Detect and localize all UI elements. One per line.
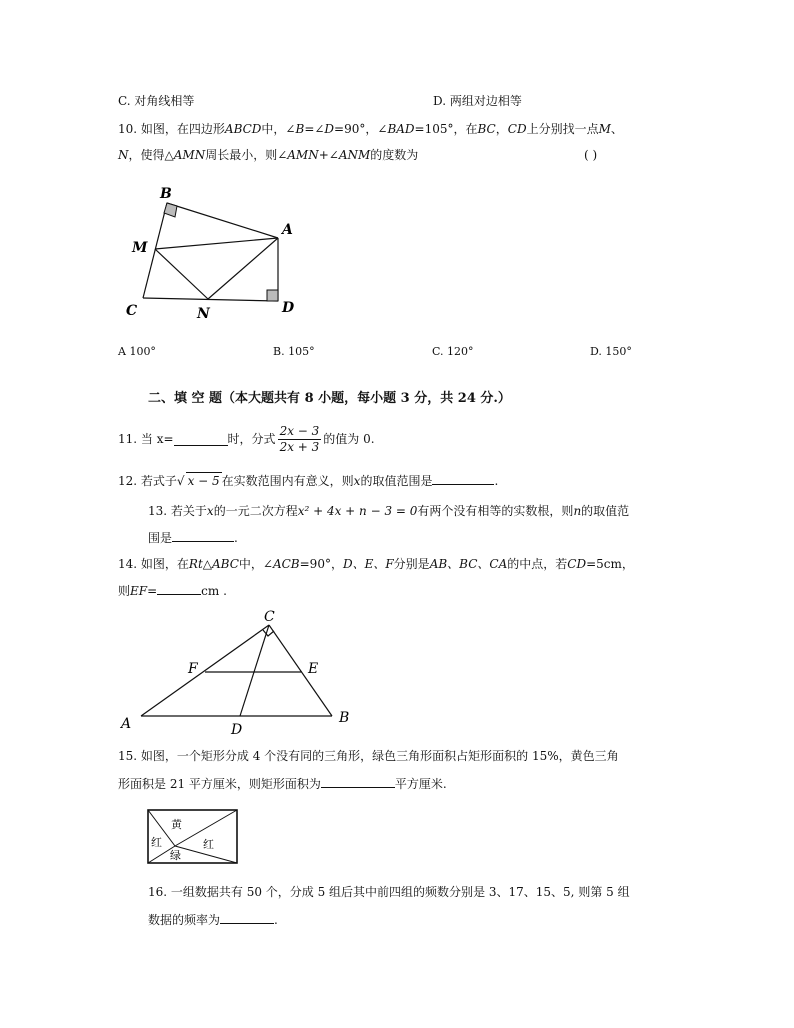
q13-text: 13. 若关于 [148,504,207,518]
q14-text: = [147,584,158,598]
q12-text: . [494,474,499,488]
q13-text: 围是 [148,531,173,545]
q10-text: 上分别找一点 [526,122,599,136]
q12-var: x [353,474,361,488]
q10-text: =105°，在 [414,122,478,136]
q10-text: +∠ [318,148,339,162]
q14-text: cm . [201,584,227,598]
q13-text: 有两个没有相等的实数根，则 [417,504,574,518]
q10-var: M [598,122,611,136]
q14-text: 则 [118,584,131,598]
q10-quadrilateral-figure [120,182,310,322]
label-d: D [282,300,295,316]
q13-line2 [148,529,238,546]
q13-text: 的一元二次方程 [213,504,298,518]
label-c: C [126,303,138,319]
q16-line2 [148,911,278,928]
q16-answer-blank[interactable] [220,911,274,924]
q10-option-c: C. 120° [432,345,474,358]
edge-cb [269,625,332,716]
q14-answer-blank[interactable] [157,582,201,595]
q11-text: 11. 当 x= [118,432,174,446]
q14-line1 [118,556,634,572]
label-red-right: 红 [203,838,214,851]
edge-ac [141,625,269,716]
q13-text: . [234,531,238,545]
q14-text: 的中点，若 [507,557,568,571]
q14-text: 14. 如图，在 [118,557,189,571]
q10-var: B [295,122,305,136]
fraction-numerator: 2x − 3 [279,423,320,438]
q10-text: 中，∠ [261,122,296,136]
right-angle-b-icon [164,203,177,217]
q16-line1: 16. 一组数据共有 50 个，分成 5 组后其中前四组的频数分别是 3、17、15、5, 则第 5 组 [148,885,630,899]
q10-text: 的度数为 [370,148,419,162]
q10-var: ABCD [224,122,262,136]
edge-dc [143,298,278,301]
label-a: A [282,222,293,238]
q14-text: △ [202,557,212,571]
q14-text: 中，∠ [238,557,273,571]
q14-var: CD [567,557,587,571]
right-angle-d-icon [267,290,278,301]
q14-var: D、E、F [342,557,394,571]
q12-text: 12. 若式子 [118,474,177,488]
q10-var: N [118,148,129,162]
q14-var: EF [130,584,148,598]
label-n: N [197,306,210,322]
q14-var: Rt [188,557,203,571]
q13-line1 [148,503,629,519]
q9-option-c: C. 对角线相等 [118,94,195,108]
section2-title: 二、填 空 题（本大题共有 8 小题，每小题 3 分，共 24 分.） [148,391,511,406]
q10-option-d: D. 150° [590,345,632,358]
label-green: 绿 [170,849,181,862]
q10-text: =∠ [304,122,325,136]
q10-option-b: B. 105° [273,345,315,358]
q10-var: CD [507,122,527,136]
q16-text: 数据的频率为 [148,913,221,927]
label-f: F [188,661,198,677]
q10-text: 、 [610,122,623,136]
q14-var: AB、BC、CA [429,557,508,571]
label-c: C [264,609,275,625]
label-e: E [308,661,319,677]
label-d: D [231,722,243,738]
q15-rectangle-figure [146,808,240,866]
q15-text: 形面积是 21 平方厘米，则矩形面积为 [118,777,321,791]
q14-triangle-figure [112,606,362,740]
q12-answer-blank[interactable] [432,472,494,485]
q10-var: BC [477,122,496,136]
q13-answer-blank[interactable] [172,529,234,542]
q10-var: BAD [387,122,415,136]
q11-answer-blank[interactable] [174,433,228,446]
q14-text: 分别是 [393,557,430,571]
q9-option-d: D. 两组对边相等 [433,94,522,108]
q10-answer-paren: ( ) [584,148,598,162]
edge-ba [167,203,278,238]
q10-var: AMN [173,148,206,162]
q10-option-a: A 100° [118,345,156,358]
segment-cd [240,625,269,716]
q10-text: ，使得△ [128,148,174,162]
q14-text: =90°， [299,557,343,571]
q11-text: 时，分式 [227,432,276,446]
q11-text: 的值为 0. [323,432,375,446]
q15-text: 平方厘米. [394,777,447,791]
q10-text: =90°，∠ [334,122,388,136]
q15-line2 [118,775,447,792]
q12-text: 的取值范围是 [360,474,433,488]
q13-text: 的取值范 [581,504,630,518]
label-b: B [160,186,172,202]
q10-text: ， [495,122,508,136]
label-yellow: 黄 [171,818,182,831]
q13-equation: x² + 4x + n − 3 = 0 [297,504,418,518]
q14-var: ACB [272,557,300,571]
right-angle-c-icon [263,630,274,636]
q14-line2 [118,582,227,599]
sqrt-icon: √ [176,474,185,488]
label-red-left: 红 [151,836,162,849]
label-a: A [121,716,132,732]
q15-line1: 15. 如图，一个矩形分成 4 个没有同的三角形，绿色三角形面积占矩形面积的 15%，黄色三角 [118,749,619,763]
q16-text: . [274,913,278,927]
q11-line [118,420,375,458]
q11-fraction [278,424,322,455]
label-b: B [339,710,350,726]
q10-var: ANM [338,148,371,162]
q10-line2 [118,147,418,163]
label-m: M [132,240,148,256]
q12-text: 在实数范围内有意义，则 [221,474,354,488]
edge-mn [155,249,208,299]
q12-line [118,472,498,489]
q10-text: 周长最小，则∠ [205,148,288,162]
q12-radicand: x − 5 [187,474,220,488]
q10-text: 10. 如图，在四边形 [118,122,225,136]
q10-var: D [324,122,335,136]
q13-var: x [206,504,214,518]
q13-var: n [573,504,582,518]
fraction-denominator: 2x + 3 [279,439,320,454]
q10-line1 [118,121,623,137]
q10-var: AMN [287,148,319,162]
q15-answer-blank[interactable] [321,775,395,788]
edge-ma [155,238,278,249]
q14-text: =5cm， [586,557,634,571]
q14-var: ABC [212,557,239,571]
